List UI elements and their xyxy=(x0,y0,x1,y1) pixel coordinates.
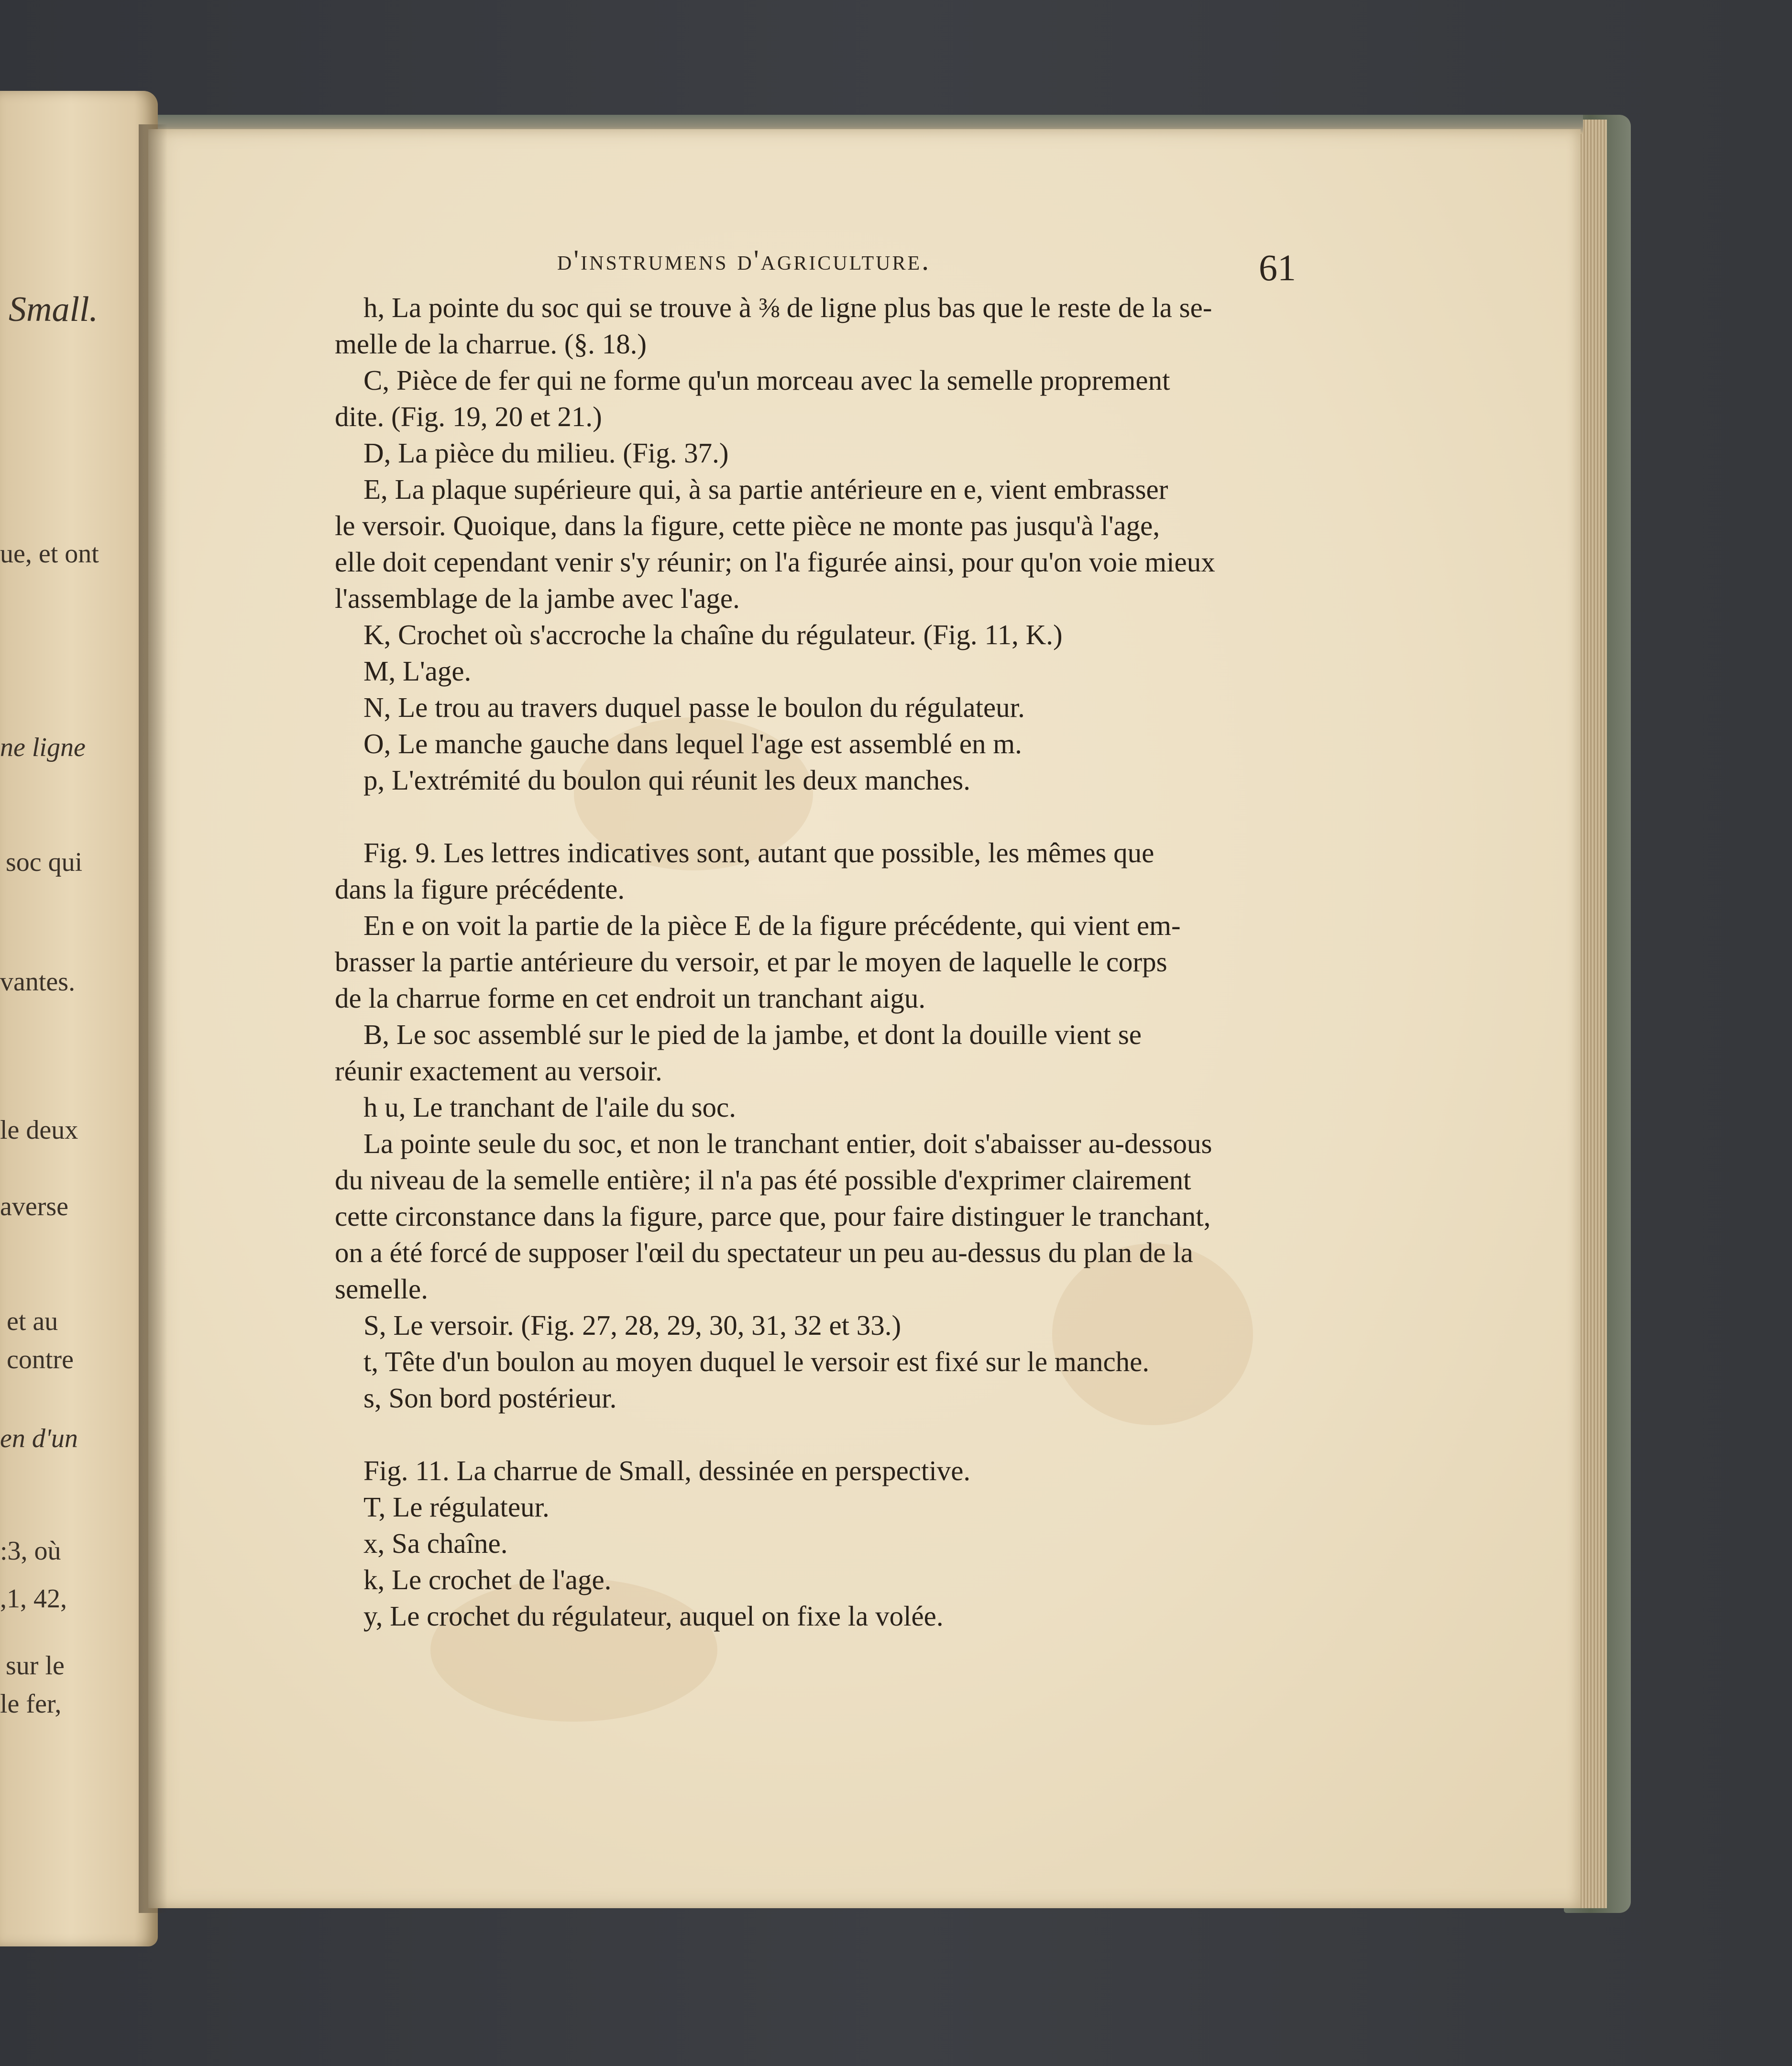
left-fragment: :3, où xyxy=(0,1536,61,1566)
text-line: Fig. 11. La charrue de Small, dessinée en perspective. xyxy=(363,1455,971,1486)
text-line: C, Pièce de fer qui ne forme qu'un morceau avec la semelle proprement xyxy=(363,364,1170,396)
left-fragment: ue, et ont xyxy=(0,539,99,569)
text-line: réunir exactement au versoir. xyxy=(335,1055,662,1087)
text-line: B, Le soc assemblé sur le pied de la jambe, et dont la douille vient se xyxy=(363,1019,1142,1050)
text-line: le versoir. Quoique, dans la figure, cette pièce ne monte pas jusqu'à l'age, xyxy=(335,510,1160,541)
text-line: N, Le trou au travers duquel passe le boulon du régulateur. xyxy=(363,692,1025,723)
text-line: de la charrue forme en cet endroit un tranchant aigu. xyxy=(335,982,926,1014)
left-fragment: le fer, xyxy=(0,1689,62,1719)
running-head: d'instrumens d'agriculture. xyxy=(557,244,931,276)
text-line: s, Son bord postérieur. xyxy=(363,1382,617,1414)
text-line: brasser la partie antérieure du versoir, et par le moyen de laquelle le corps xyxy=(335,946,1167,978)
left-fragment: ne ligne xyxy=(0,733,86,762)
left-fragment: averse xyxy=(0,1192,69,1221)
left-fragment: vantes. xyxy=(0,967,76,997)
text-line: elle doit cependant venir s'y réunir; on l'a figurée ainsi, pour qu'on voie mieux xyxy=(335,546,1215,578)
text-line: p, L'extrémité du boulon qui réunit les deux manches. xyxy=(363,764,970,796)
paragraph-gap xyxy=(335,798,1303,835)
text-line: Fig. 9. Les lettres indicatives sont, autant que possible, les mêmes que xyxy=(363,837,1154,868)
text-line: D, La pièce du milieu. (Fig. 37.) xyxy=(363,437,729,469)
text-line: y, Le crochet du régulateur, auquel on fixe la volée. xyxy=(363,1600,944,1632)
left-page xyxy=(0,91,158,1946)
body-text xyxy=(335,289,1303,1634)
text-line: La pointe seule du soc, et non le tranchant entier, doit s'abaisser au-dessous xyxy=(363,1128,1212,1159)
text-line: h u, Le tranchant de l'aile du soc. xyxy=(363,1091,736,1123)
left-fragment: en d'un xyxy=(0,1424,78,1453)
text-line: dite. (Fig. 19, 20 et 21.) xyxy=(335,401,602,432)
left-fragment: et au xyxy=(7,1307,58,1336)
page-edges xyxy=(1578,120,1607,1908)
left-fragment: Small. xyxy=(9,290,99,329)
text-line: M, L'age. xyxy=(363,655,472,687)
text-line: on a été forcé de supposer l'œil du spectateur un peu au-dessus du plan de la xyxy=(335,1237,1193,1268)
text-line: En e on voit la partie de la pièce E de la figure précédente, qui vient em- xyxy=(363,910,1181,941)
text-line: k, Le crochet de l'age. xyxy=(363,1564,612,1595)
text-line: T, Le régulateur. xyxy=(363,1491,550,1523)
text-line: dans la figure précédente. xyxy=(335,873,625,905)
text-line: K, Crochet où s'accroche la chaîne du régulateur. (Fig. 11, K.) xyxy=(363,619,1063,650)
page-number: 61 xyxy=(1259,247,1296,288)
text-line: l'assemblage de la jambe avec l'age. xyxy=(335,582,740,614)
text-line: S, Le versoir. (Fig. 27, 28, 29, 30, 31, 32 et 33.) xyxy=(363,1309,901,1341)
page-gutter-shadow xyxy=(139,124,167,1913)
text-line: du niveau de la semelle entière; il n'a pas été possible d'exprimer clairement xyxy=(335,1164,1191,1196)
left-fragment: contre xyxy=(7,1345,74,1374)
left-fragment: le deux xyxy=(0,1115,78,1145)
text-line: semelle. xyxy=(335,1273,428,1305)
text-line: E, La plaque supérieure qui, à sa partie antérieure en e, vient embrasser xyxy=(363,473,1168,505)
text-line: O, Le manche gauche dans lequel l'age est assemblé en m. xyxy=(363,728,1022,759)
paragraph-gap xyxy=(335,1416,1303,1452)
text-line: x, Sa chaîne. xyxy=(363,1528,508,1559)
text-line: melle de la charrue. (§. 18.) xyxy=(335,328,647,360)
left-fragment: ,1, 42, xyxy=(0,1584,67,1614)
text-line: h, La pointe du soc qui se trouve à ⅜ de ligne plus bas que le reste de la se- xyxy=(363,292,1212,323)
left-fragment: sur le xyxy=(6,1651,65,1681)
text-line: cette circonstance dans la figure, parce que, pour faire distinguer le tranchant, xyxy=(335,1200,1211,1232)
left-fragment: soc qui xyxy=(6,847,83,877)
text-line: t, Tête d'un boulon au moyen duquel le versoir est fixé sur le manche. xyxy=(363,1346,1150,1377)
